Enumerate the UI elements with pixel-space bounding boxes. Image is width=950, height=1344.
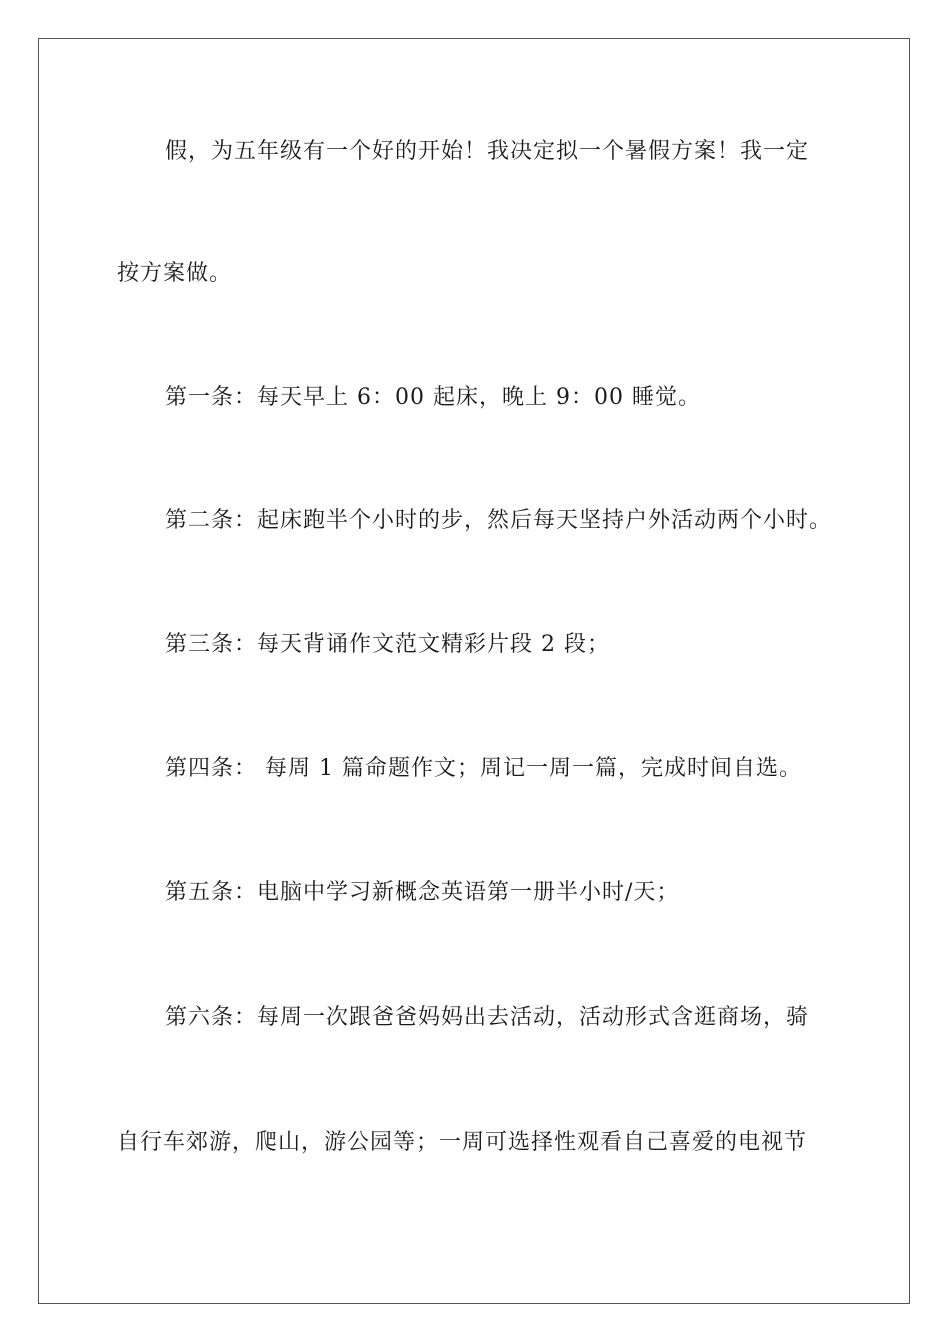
rule-item-3: 第三条：每天背诵作文范文精彩片段 2 段； — [165, 632, 610, 657]
paragraph-line: 按方案做。 — [117, 261, 233, 286]
rule-item-6: 第六条：每周一次跟爸爸妈妈出去活动，活动形式含逛商场，骑 — [165, 1005, 810, 1030]
rule-item-6-continued: 自行车郊游，爬山，游公园等；一周可选择性观看自己喜爱的电视节 — [117, 1130, 808, 1155]
rule-item-2: 第二条：起床跑半个小时的步，然后每天坚持户外活动两个小时。 — [165, 508, 833, 533]
rule-item-4: 第四条： 每周 1 篇命题作文；周记一周一篇，完成时间自选。 — [165, 756, 802, 781]
rule-item-5: 第五条：电脑中学习新概念英语第一册半小时/天； — [165, 880, 680, 905]
paragraph-line: 假，为五年级有一个好的开始！我决定拟一个暑假方案！我一定 — [165, 139, 810, 164]
page-border — [38, 38, 910, 1304]
rule-item-1: 第一条：每天早上 6：00 起床，晚上 9：00 睡觉。 — [165, 385, 701, 410]
